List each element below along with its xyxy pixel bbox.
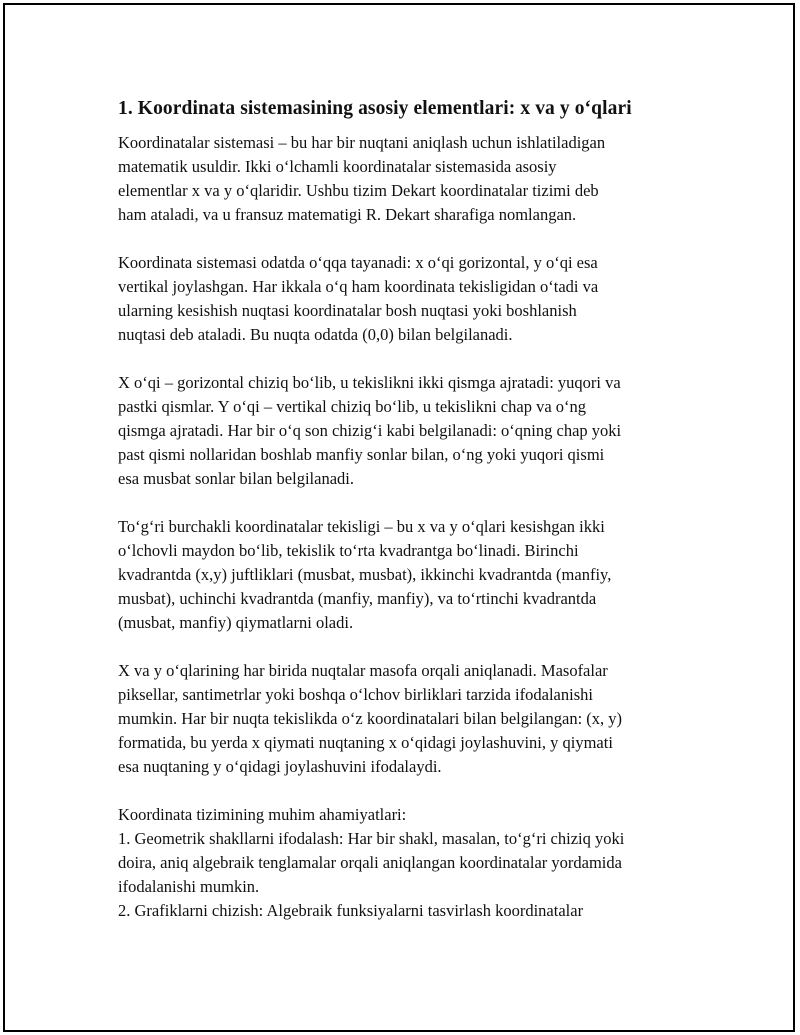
text-line: pastki qismlar. Y o‘qi – vertikal chiziq bo‘lib, u tekislikni chap va o‘ng: [118, 397, 587, 416]
list-item: 1. Geometrik shakllarni ifodalash: Har bir shakl, masalan, to‘g‘ri chiziq yoki: [118, 829, 625, 848]
text-line: vertikal joylashgan. Har ikkala o‘q ham koordinata tekisligidan o‘tadi va: [118, 277, 599, 296]
text-line: X o‘qi – gorizontal chiziq bo‘lib, u tekislikni ikki qismga ajratadi: yuqori va: [118, 373, 621, 392]
paragraph-3: [118, 371, 688, 491]
text-line: esa musbat sonlar bilan belgilanadi.: [118, 469, 354, 488]
text-line: elementlar x va y o‘qlaridir. Ushbu tizim Dekart koordinatalar tizimi deb: [118, 181, 599, 200]
text-line: matematik usuldir. Ikki o‘lchamli koordinatalar sistemasida asosiy: [118, 157, 557, 176]
section-heading: 1. Koordinata sistemasining asosiy elementlari: x va y o‘qlari: [118, 98, 632, 119]
paragraph-5: [118, 659, 688, 779]
text-line: kvadrantda (x,y) juftliklari (musbat, musbat), ikkinchi kvadrantda (manfiy,: [118, 565, 612, 584]
paragraph-1: [118, 131, 688, 227]
list-item-continuation: doira, aniq algebraik tenglamalar orqali aniqlangan koordinatalar yordamida: [118, 853, 622, 872]
text-line: X va y o‘qlarining har birida nuqtalar masofa orqali aniqlanadi. Masofalar: [118, 661, 608, 680]
list-heading: Koordinata tizimining muhim ahamiyatlari:: [118, 805, 407, 824]
paragraph-2: [118, 251, 688, 347]
list-item: 2. Grafiklarni chizish: Algebraik funksiyalarni tasvirlash koordinatalar: [118, 901, 584, 920]
text-line: ham ataladi, va u fransuz matematigi R. Dekart sharafiga nomlangan.: [118, 205, 577, 224]
text-line: Koordinatalar sistemasi – bu har bir nuqtani aniqlash uchun ishlatiladigan: [118, 133, 606, 152]
text-line: past qismi nollaridan boshlab manfiy sonlar bilan, o‘ng yoki yuqori qismi: [118, 445, 605, 464]
document-body: [118, 96, 688, 923]
paragraph-4: [118, 515, 688, 635]
text-line: qismga ajratadi. Har bir o‘q son chizig‘i kabi belgilanadi: o‘qning chap yoki: [118, 421, 622, 440]
text-line: ularning kesishish nuqtasi koordinatalar bosh nuqtasi yoki boshlanish: [118, 301, 577, 320]
text-line: o‘lchovli maydon bo‘lib, tekislik to‘rta kvadrantga bo‘linadi. Birinchi: [118, 541, 579, 560]
text-line: Koordinata sistemasi odatda o‘qqa tayanadi: x o‘qi gorizontal, y o‘qi esa: [118, 253, 598, 272]
text-line: esa nuqtaning y o‘qidagi joylashuvini ifodalaydi.: [118, 757, 442, 776]
list-item-continuation: ifodalanishi mumkin.: [118, 877, 260, 896]
text-line: piksellar, santimetrlar yoki boshqa o‘lchov birliklari tarzida ifodalanishi: [118, 685, 593, 704]
text-line: formatida, bu yerda x qiymati nuqtaning x o‘qidagi joylashuvini, y qiymati: [118, 733, 613, 752]
importance-list: [118, 803, 688, 923]
text-line: musbat), uchinchi kvadrantda (manfiy, manfiy), va to‘rtinchi kvadrantda: [118, 589, 597, 608]
text-line: mumkin. Har bir nuqta tekislikda o‘z koordinatalari bilan belgilangan: (x, y): [118, 709, 623, 728]
text-line: (musbat, manfiy) qiymatlarni oladi.: [118, 613, 354, 632]
text-line: nuqtasi deb ataladi. Bu nuqta odatda (0,0) bilan belgilanadi.: [118, 325, 513, 344]
text-line: To‘g‘ri burchakli koordinatalar tekisligi – bu x va y o‘qlari kesishgan ikki: [118, 517, 605, 536]
